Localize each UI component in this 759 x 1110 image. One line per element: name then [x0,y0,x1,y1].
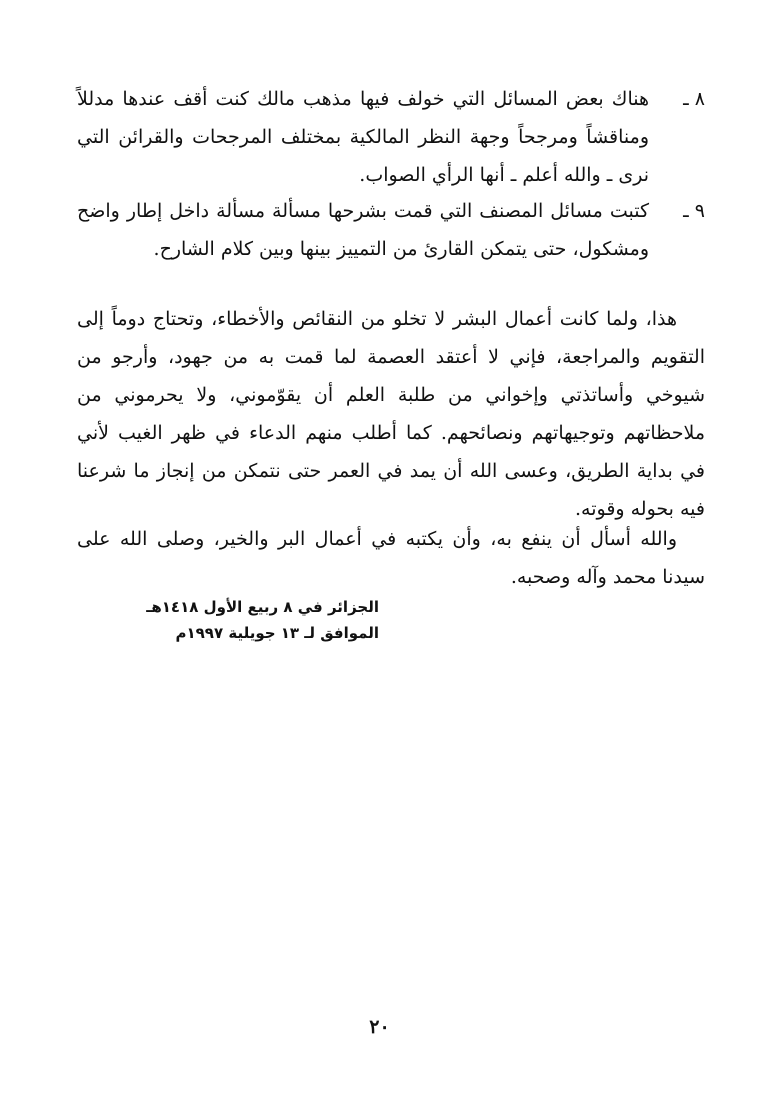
list-item-number: ٩ ـ [683,200,705,222]
prayer-paragraph: والله أسأل أن ينفع به، وأن يكتبه في أعمال البر والخير، وصلى الله على سيدنا محمد وآله وصحبه. [77,528,705,588]
page-number: ٢٠ [369,1016,390,1038]
list-item-9 [77,192,705,268]
signature-hijri-date: الجزائر في ٨ ربيع الأول ١٤١٨هـ [146,598,379,616]
list-item-text: كتبت مسائل المصنف التي قمت بشرحها مسألة مسألة داخل إطار واضح ومشكول، حتى يتمكن القارئ من التمييز بينها وبين كلام الشارح. [77,200,649,260]
list-item-text: هناك بعض المسائل التي خولف فيها مذهب مالك كنت أقف عندها مدللاً ومناقشاً ومرجحاً وجهة النظر المالكية بمختلف المرجحات والقرائن التي نرى ـ والله أعلم ـ أنها الرأي الصواب. [77,88,649,186]
date-signature [139,594,379,646]
closing-paragraph: هذا، ولما كانت أعمال البشر لا تخلو من النقائص والأخطاء، وتحتاج دوماً إلى التقويم والمراجعة، فإني لا أعتقد العصمة لما قمت به من جهود، وأرجو من شيوخي وأساتذتي وإخواني من طلبة العلم أن يقوّموني، ولا يحرموني من ملاحظاتهم وتوجيهاتهم ونصائحهم. كما أطلب منهم الدعاء في ظهر الغيب لأني في بداية الطريق، وعسى الله أن يمد في العمر حتى نتمكن من إنجاز ما شرعنا فيه بحوله وقوته. [77,308,705,520]
list-item-number: ٨ ـ [683,88,705,110]
list-item-8 [77,80,705,194]
signature-gregorian-date: الموافق لـ ١٣ جويلية ١٩٩٧م [175,624,379,642]
